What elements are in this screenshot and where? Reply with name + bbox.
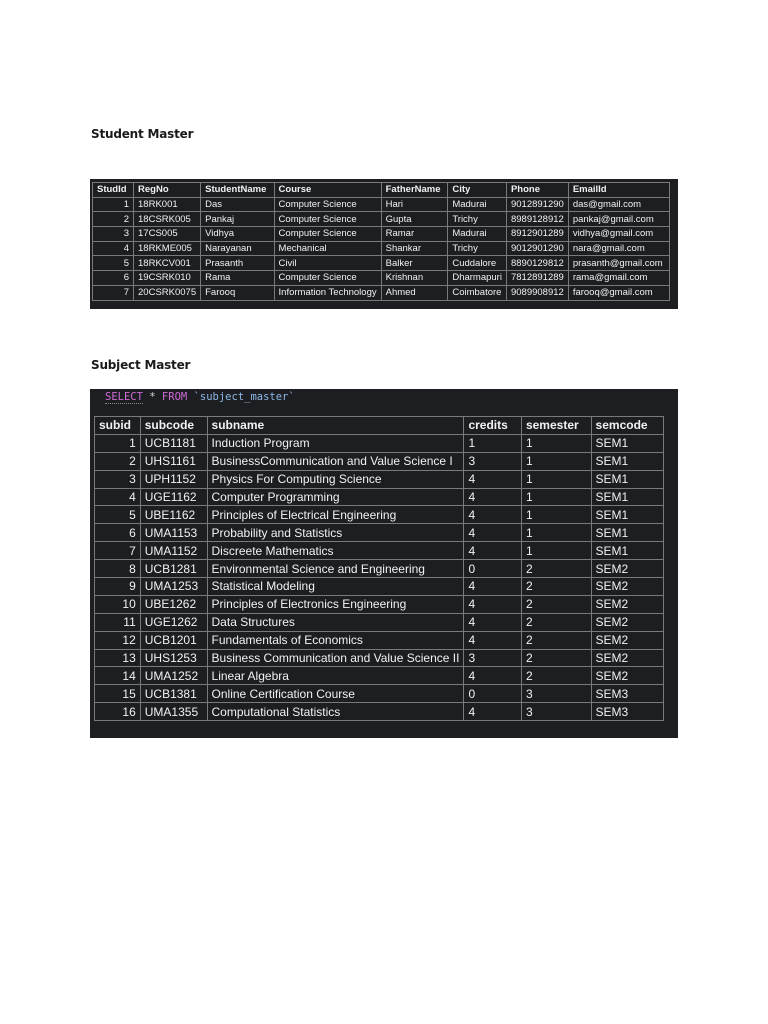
table-cell: vidhya@gmail.com [568, 227, 669, 242]
column-header: subname [207, 417, 464, 435]
table-cell: UMA1152 [140, 542, 207, 560]
table-cell: Information Technology [274, 285, 381, 300]
table-cell: UPH1152 [140, 470, 207, 488]
table-cell: 12 [95, 631, 141, 649]
table-cell: 8890129812 [506, 256, 568, 271]
table-cell: Computer Programming [207, 488, 464, 506]
table-cell: 1 [521, 488, 591, 506]
table-cell: 19CSRK010 [134, 271, 201, 286]
table-cell: 4 [464, 667, 522, 685]
table-cell: 5 [93, 256, 134, 271]
table-cell: 3 [521, 685, 591, 703]
table-cell: UMA1153 [140, 524, 207, 542]
table-cell: Computational Statistics [207, 703, 464, 721]
table-cell: Das [201, 197, 274, 212]
table-cell: Hari [381, 197, 448, 212]
table-cell: Pankaj [201, 212, 274, 227]
table-cell: SEM1 [591, 524, 663, 542]
subject-master-screenshot [90, 389, 678, 738]
table-cell: 10 [95, 595, 141, 613]
table-cell: 0 [464, 560, 522, 578]
table-cell: Shankar [381, 241, 448, 256]
table-cell: 1 [95, 434, 141, 452]
table-cell: UCB1181 [140, 434, 207, 452]
table-cell: 18RKME005 [134, 241, 201, 256]
table-cell: Environmental Science and Engineering [207, 560, 464, 578]
table-cell: UHS1253 [140, 649, 207, 667]
table-cell: Ramar [381, 227, 448, 242]
table-row [93, 285, 670, 300]
student-master-screenshot [90, 179, 678, 309]
table-cell: Computer Science [274, 271, 381, 286]
table-cell: 1 [521, 524, 591, 542]
column-header: StudentName [201, 183, 274, 198]
table-cell: 4 [464, 613, 522, 631]
table-cell: Induction Program [207, 434, 464, 452]
table-cell: Vidhya [201, 227, 274, 242]
column-header: FatherName [381, 183, 448, 198]
table-cell: Computer Science [274, 212, 381, 227]
table-cell: rama@gmail.com [568, 271, 669, 286]
table-row [95, 542, 664, 560]
table-cell: 16 [95, 703, 141, 721]
table-cell: UBE1162 [140, 506, 207, 524]
table-cell: UGE1262 [140, 613, 207, 631]
table-cell: SEM1 [591, 542, 663, 560]
table-cell: 13 [95, 649, 141, 667]
table-cell: Linear Algebra [207, 667, 464, 685]
table-cell: UCB1281 [140, 560, 207, 578]
table-cell: 4 [464, 470, 522, 488]
table-cell: 2 [521, 649, 591, 667]
table-cell: 15 [95, 685, 141, 703]
table-cell: 6 [95, 524, 141, 542]
table-cell: Prasanth [201, 256, 274, 271]
table-row [95, 631, 664, 649]
table-cell: Statistical Modeling [207, 578, 464, 596]
table-cell: UMA1253 [140, 578, 207, 596]
table-cell: SEM1 [591, 434, 663, 452]
table-cell: 14 [95, 667, 141, 685]
table-cell: SEM1 [591, 470, 663, 488]
table-cell: 2 [521, 631, 591, 649]
table-cell: 3 [93, 227, 134, 242]
sql-table-name: `subject_master` [193, 391, 295, 403]
table-row [93, 256, 670, 271]
table-cell: Gupta [381, 212, 448, 227]
table-cell: 3 [95, 470, 141, 488]
table-cell: 3 [521, 703, 591, 721]
table-cell: Madurai [448, 227, 507, 242]
column-header: StudId [93, 183, 134, 198]
table-cell: SEM2 [591, 560, 663, 578]
table-row [95, 560, 664, 578]
sql-from-keyword: FROM [161, 391, 188, 403]
table-cell: Physics For Computing Science [207, 470, 464, 488]
sql-query [105, 391, 295, 403]
table-cell: SEM1 [591, 506, 663, 524]
table-cell: Discreete Mathematics [207, 542, 464, 560]
table-cell: 18RKCV001 [134, 256, 201, 271]
table-cell: UCB1201 [140, 631, 207, 649]
table-cell: Computer Science [274, 227, 381, 242]
table-row [95, 703, 664, 721]
table-row [95, 506, 664, 524]
table-cell: 4 [464, 506, 522, 524]
table-cell: UHS1161 [140, 452, 207, 470]
column-header: semester [521, 417, 591, 435]
table-cell: 4 [93, 241, 134, 256]
table-row [93, 197, 670, 212]
table-cell: SEM1 [591, 452, 663, 470]
table-cell: Coimbatore [448, 285, 507, 300]
table-cell: 2 [93, 212, 134, 227]
table-row [95, 488, 664, 506]
table-cell: Principles of Electronics Engineering [207, 595, 464, 613]
table-cell: BusinessCommunication and Value Science I [207, 452, 464, 470]
column-header: RegNo [134, 183, 201, 198]
table-cell: das@gmail.com [568, 197, 669, 212]
table-cell: 4 [464, 595, 522, 613]
table-row [95, 685, 664, 703]
table-cell: 1 [521, 542, 591, 560]
table-cell: 0 [464, 685, 522, 703]
table-cell: 9 [95, 578, 141, 596]
table-cell: 4 [464, 631, 522, 649]
table-cell: 3 [464, 649, 522, 667]
table-cell: 1 [464, 434, 522, 452]
student-master-heading: Student Master [91, 127, 194, 141]
table-row [95, 434, 664, 452]
column-header: EmailId [568, 183, 669, 198]
table-cell: prasanth@gmail.com [568, 256, 669, 271]
table-cell: Trichy [448, 212, 507, 227]
table-cell: Narayanan [201, 241, 274, 256]
table-cell: 4 [464, 578, 522, 596]
table-cell: Ahmed [381, 285, 448, 300]
table-cell: SEM3 [591, 685, 663, 703]
table-cell: 1 [521, 452, 591, 470]
column-header: Phone [506, 183, 568, 198]
table-cell: UGE1162 [140, 488, 207, 506]
table-row [95, 595, 664, 613]
table-cell: nara@gmail.com [568, 241, 669, 256]
table-cell: 4 [95, 488, 141, 506]
table-row [93, 227, 670, 242]
table-cell: pankaj@gmail.com [568, 212, 669, 227]
table-cell: Principles of Electrical Engineering [207, 506, 464, 524]
table-cell: 5 [95, 506, 141, 524]
table-cell: 7 [95, 542, 141, 560]
table-cell: UCB1381 [140, 685, 207, 703]
column-header: credits [464, 417, 522, 435]
table-cell: Online Certification Course [207, 685, 464, 703]
column-header: subcode [140, 417, 207, 435]
table-cell: 6 [93, 271, 134, 286]
table-cell: 4 [464, 542, 522, 560]
table-cell: SEM2 [591, 578, 663, 596]
table-cell: SEM2 [591, 631, 663, 649]
table-cell: Krishnan [381, 271, 448, 286]
table-cell: Mechanical [274, 241, 381, 256]
subject-master-heading: Subject Master [91, 358, 191, 372]
table-cell: Probability and Statistics [207, 524, 464, 542]
table-cell: 1 [521, 470, 591, 488]
table-cell: 2 [521, 613, 591, 631]
table-cell: 11 [95, 613, 141, 631]
sql-star: * [149, 391, 156, 403]
table-cell: SEM2 [591, 667, 663, 685]
table-cell: 4 [464, 524, 522, 542]
table-row [95, 524, 664, 542]
table-cell: Computer Science [274, 197, 381, 212]
table-cell: 2 [521, 595, 591, 613]
table-header-row [95, 417, 664, 435]
table-cell: Madurai [448, 197, 507, 212]
table-cell: SEM2 [591, 595, 663, 613]
table-cell: Civil [274, 256, 381, 271]
subject-table [94, 416, 664, 721]
table-cell: UMA1252 [140, 667, 207, 685]
table-cell: UMA1355 [140, 703, 207, 721]
table-header-row [93, 183, 670, 198]
table-cell: Data Structures [207, 613, 464, 631]
table-row [95, 452, 664, 470]
table-row [95, 649, 664, 667]
table-cell: SEM3 [591, 703, 663, 721]
table-cell: SEM2 [591, 649, 663, 667]
table-cell: 7 [93, 285, 134, 300]
table-cell: Rama [201, 271, 274, 286]
table-cell: 17CS005 [134, 227, 201, 242]
table-cell: Trichy [448, 241, 507, 256]
table-cell: 1 [93, 197, 134, 212]
table-cell: 9089908912 [506, 285, 568, 300]
sql-select-keyword: SELECT [105, 391, 143, 403]
table-cell: Balker [381, 256, 448, 271]
table-cell: Fundamentals of Economics [207, 631, 464, 649]
column-header: City [448, 183, 507, 198]
table-cell: Business Communication and Value Science II [207, 649, 464, 667]
table-cell: Dharmapuri [448, 271, 507, 286]
student-table [92, 182, 670, 301]
table-cell: 7812891289 [506, 271, 568, 286]
table-cell: 8912901289 [506, 227, 568, 242]
table-cell: 1 [521, 434, 591, 452]
table-row [93, 241, 670, 256]
table-cell: SEM1 [591, 488, 663, 506]
table-cell: 2 [521, 578, 591, 596]
column-header: semcode [591, 417, 663, 435]
table-row [95, 613, 664, 631]
table-cell: 1 [521, 506, 591, 524]
table-cell: UBE1262 [140, 595, 207, 613]
table-row [93, 271, 670, 286]
table-cell: 9012891290 [506, 197, 568, 212]
table-row [95, 667, 664, 685]
table-cell: 8989128912 [506, 212, 568, 227]
table-cell: 18RK001 [134, 197, 201, 212]
column-header: Course [274, 183, 381, 198]
table-row [95, 578, 664, 596]
table-cell: 4 [464, 703, 522, 721]
table-row [95, 470, 664, 488]
table-cell: 2 [521, 560, 591, 578]
table-cell: 20CSRK0075 [134, 285, 201, 300]
table-cell: 4 [464, 488, 522, 506]
table-cell: 9012901290 [506, 241, 568, 256]
table-cell: farooq@gmail.com [568, 285, 669, 300]
table-cell: 18CSRK005 [134, 212, 201, 227]
table-cell: Farooq [201, 285, 274, 300]
table-cell: Cuddalore [448, 256, 507, 271]
table-cell: SEM2 [591, 613, 663, 631]
table-cell: 2 [95, 452, 141, 470]
table-row [93, 212, 670, 227]
table-cell: 8 [95, 560, 141, 578]
column-header: subid [95, 417, 141, 435]
table-cell: 3 [464, 452, 522, 470]
table-cell: 2 [521, 667, 591, 685]
